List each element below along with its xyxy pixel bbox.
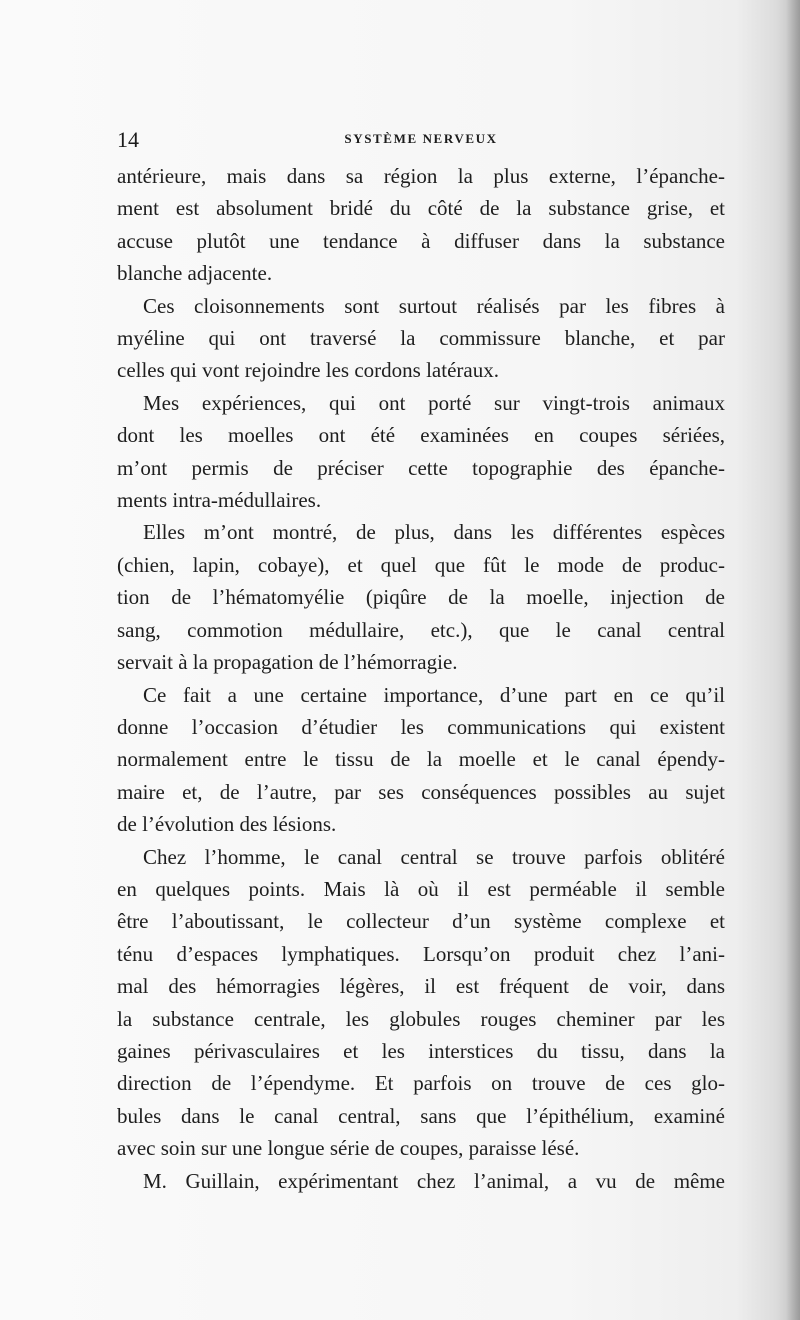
- paragraph: [117, 679, 725, 841]
- text-line: en quelques points. Mais là où il est perméable il semble: [117, 876, 725, 901]
- paragraph: [117, 516, 725, 678]
- text-line: m’ont permis de préciser cette topographie des épanche-: [117, 455, 725, 480]
- text-line: avec soin sur une longue série de coupes, paraisse lésé.: [117, 1136, 580, 1161]
- text-line: mal des hémorragies légères, il est fréquent de voir, dans: [117, 974, 725, 999]
- paragraph: [117, 1165, 725, 1197]
- text-line: ments intra-médullaires.: [117, 488, 322, 513]
- text-line: ténu d’espaces lymphatiques. Lorsqu’on produit chez l’ani-: [117, 941, 725, 966]
- text-line: la substance centrale, les globules rouges cheminer par les: [117, 1006, 725, 1031]
- text-line: blanche adjacente.: [117, 261, 273, 286]
- text-line: de l’évolution des lésions.: [117, 812, 337, 837]
- text-line: maire et, de l’autre, par ses conséquences possibles au sujet: [117, 779, 725, 804]
- text-line: bules dans le canal central, sans que l’épithélium, examiné: [117, 1103, 725, 1128]
- text-line: accuse plutôt une tendance à diffuser dans la substance: [117, 228, 725, 253]
- text-line: Mes expériences, qui ont porté sur vingt-trois animaux: [143, 390, 725, 415]
- page-number: 14: [117, 127, 139, 152]
- body-text: [117, 160, 725, 1197]
- text-line: tion de l’hématomyélie (piqûre de la moelle, injection de: [117, 585, 725, 610]
- text-line: sang, commotion médullaire, etc.), que le canal central: [117, 617, 725, 642]
- text-line: Ce fait a une certaine importance, d’une part en ce qu’il: [143, 682, 725, 707]
- paragraph: [117, 290, 725, 387]
- paragraph: [117, 160, 725, 290]
- text-line: M. Guillain, expérimentant chez l’animal, a vu de même: [143, 1168, 725, 1193]
- text-line: direction de l’épendyme. Et parfois on trouve de ces glo-: [117, 1071, 725, 1096]
- paragraph: [117, 841, 725, 1165]
- text-line: servait à la propagation de l’hémorragie.: [117, 650, 458, 675]
- text-line: (chien, lapin, cobaye), et quel que fût le mode de produc-: [117, 552, 725, 577]
- paragraph: [117, 387, 725, 517]
- text-line: antérieure, mais dans sa région la plus externe, l’épanche-: [117, 164, 725, 188]
- text-line: être l’aboutissant, le collecteur d’un système complexe et: [117, 909, 725, 934]
- text-line: dont les moelles ont été examinées en coupes sériées,: [117, 423, 725, 448]
- running-title: SYSTÈME NERVEUX: [344, 131, 498, 146]
- text-line: myéline qui ont traversé la commissure blanche, et par: [117, 326, 725, 351]
- text-line: celles qui vont rejoindre les cordons latéraux.: [117, 358, 499, 383]
- page-header: [117, 126, 725, 156]
- text-line: normalement entre le tissu de la moelle et le canal épendy-: [117, 747, 725, 772]
- text-line: Chez l’homme, le canal central se trouve parfois oblitéré: [143, 844, 725, 869]
- text-line: Elles m’ont montré, de plus, dans les différentes espèces: [143, 520, 725, 545]
- text-line: donne l’occasion d’étudier les communications qui existent: [117, 714, 725, 739]
- text-line: Ces cloisonnements sont surtout réalisés par les fibres à: [143, 293, 725, 318]
- text-line: ment est absolument bridé du côté de la substance grise, et: [117, 196, 725, 221]
- text-line: gaines périvasculaires et les interstices du tissu, dans la: [117, 1038, 725, 1063]
